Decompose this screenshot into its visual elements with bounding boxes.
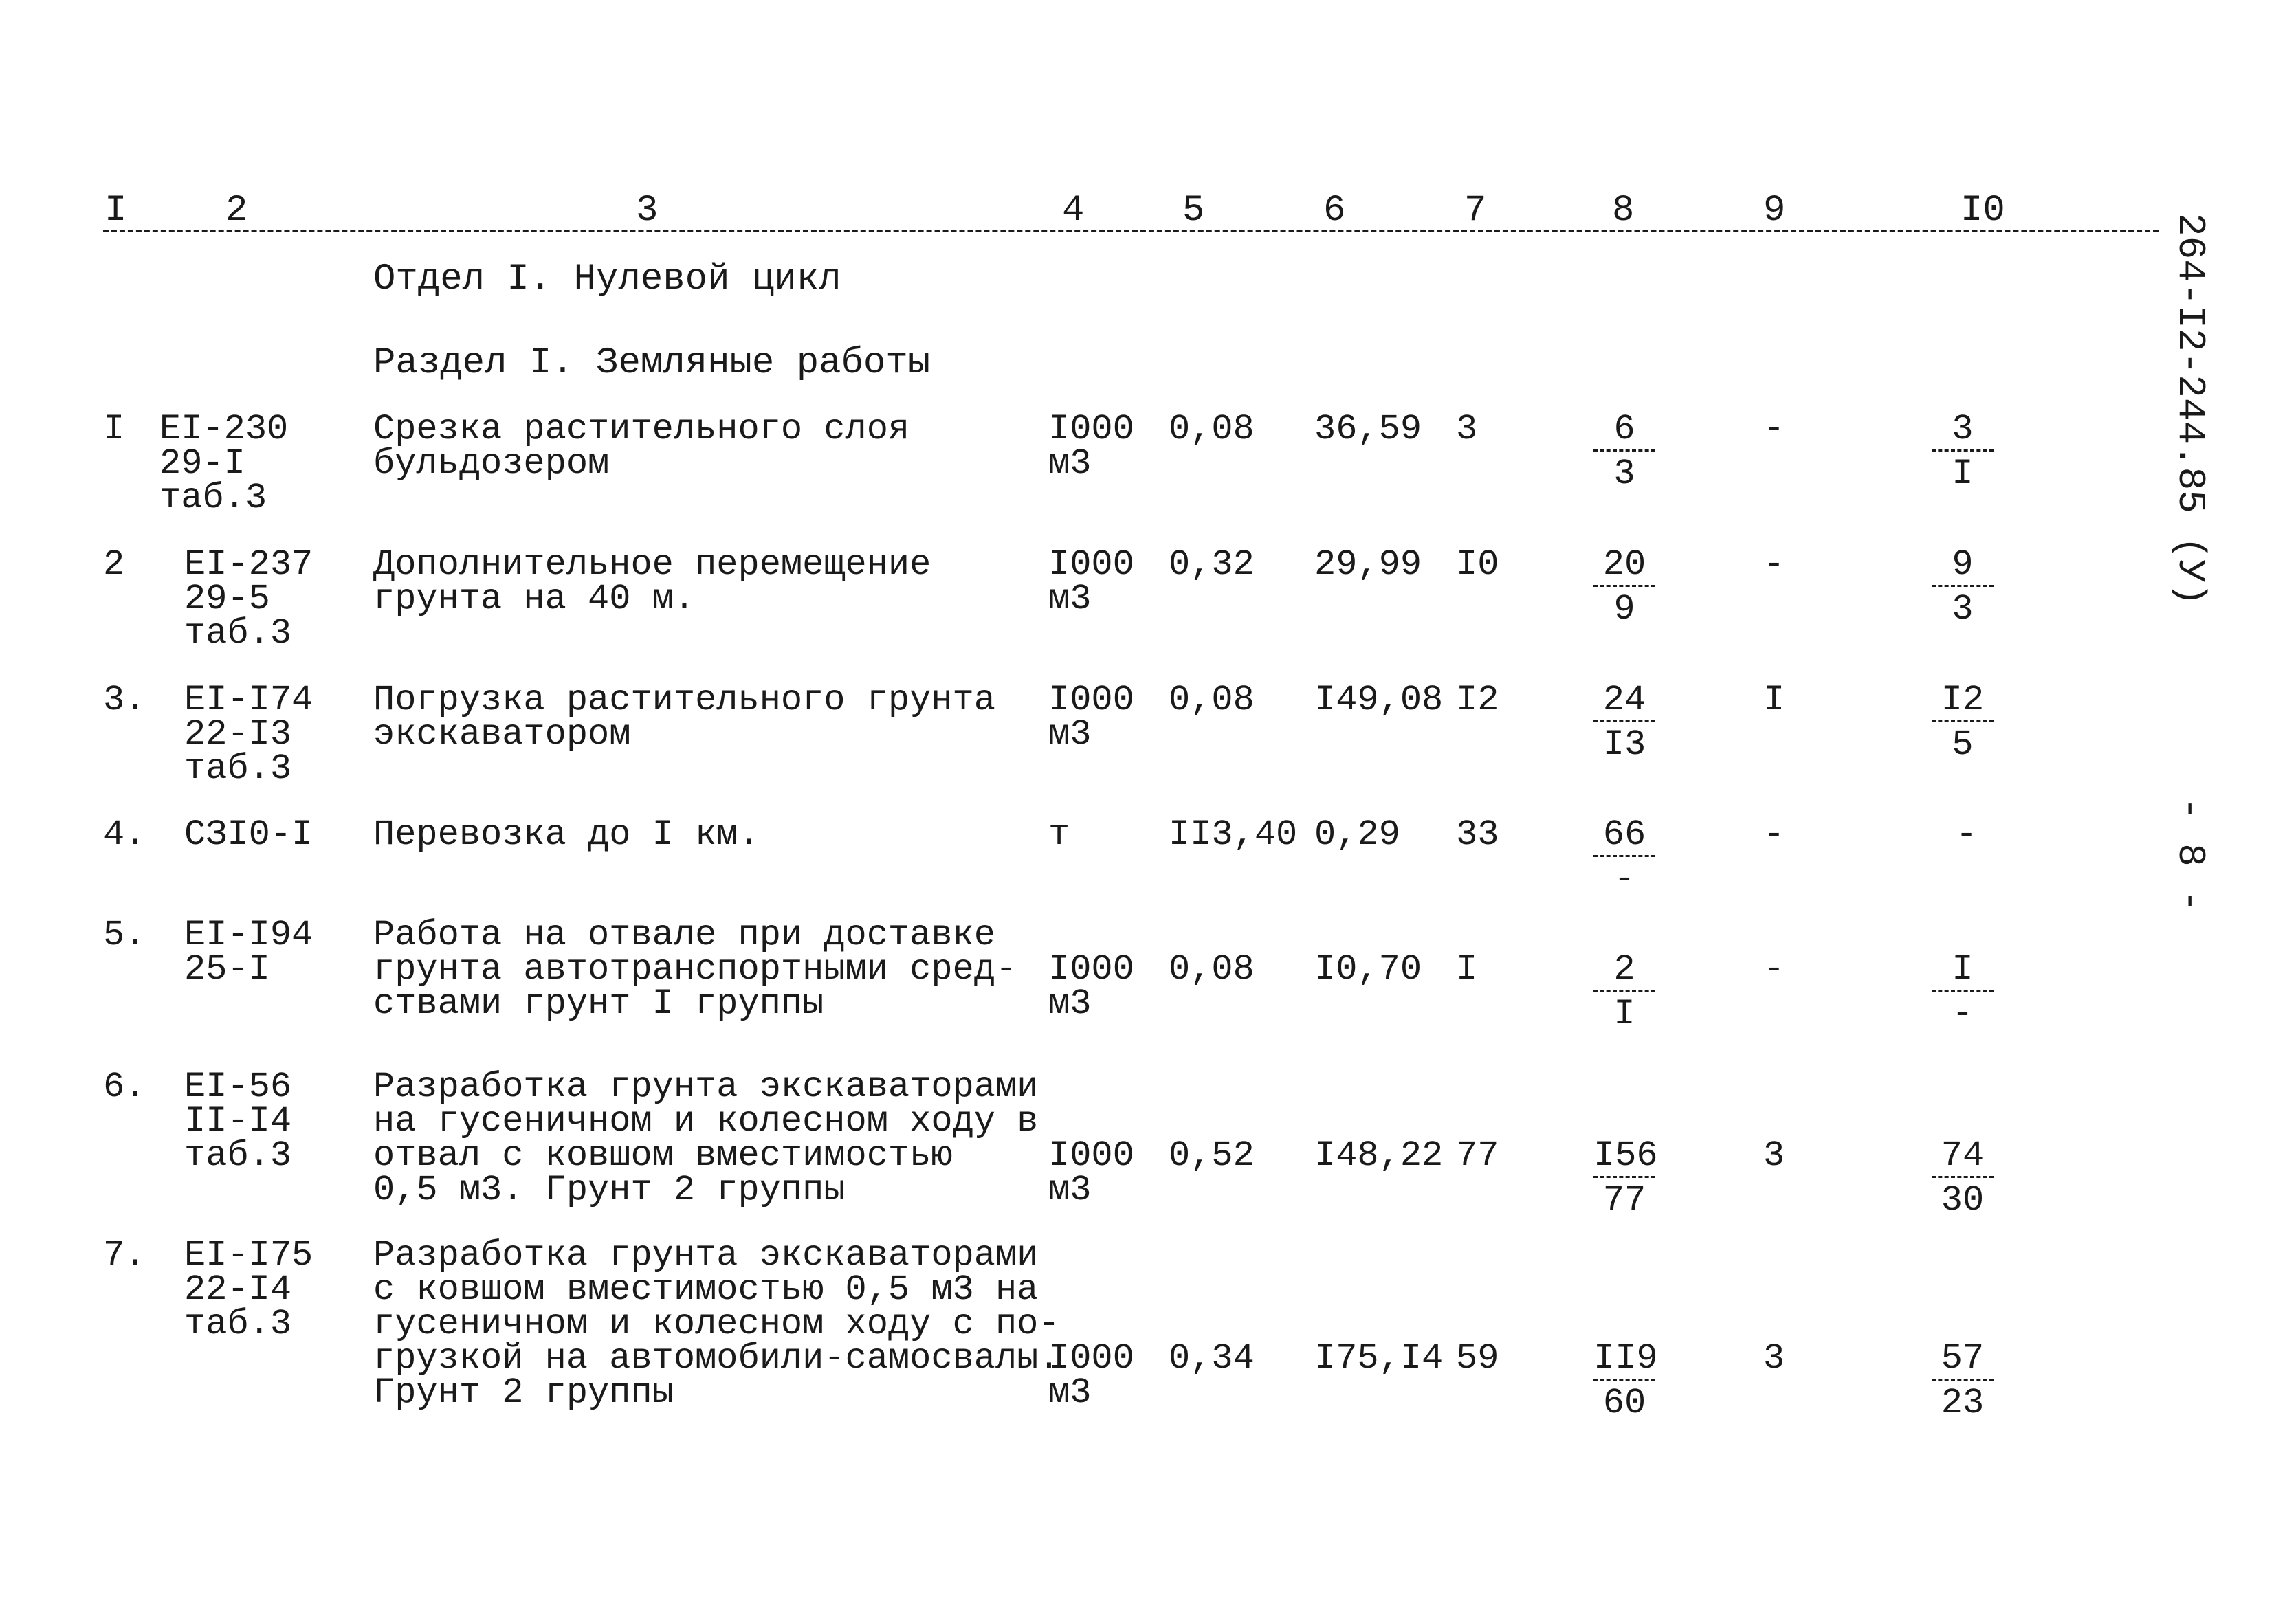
work-description: грунта на 40 м. [373, 579, 696, 619]
work-description: ствами грунт I группы [373, 983, 824, 1024]
rate: I75,I4 [1314, 1338, 1444, 1379]
col-7-value: 3 [1456, 409, 1478, 449]
col-7-value: 59 [1456, 1338, 1499, 1379]
norm-code: EI-237 [184, 544, 313, 585]
rate: 0,29 [1314, 814, 1400, 855]
rate: I49,08 [1314, 680, 1444, 720]
col-8-fraction-denominator: I3 [1602, 724, 1646, 765]
quantity: 0,08 [1169, 409, 1255, 449]
norm-code: таб.3 [159, 478, 267, 518]
work-description: с ковшом вместимостью 0,5 м3 на [373, 1269, 1039, 1310]
row-number: 2 [103, 544, 125, 585]
unit: I000 [1048, 1135, 1134, 1176]
col-8-fraction-numerator: 20 [1593, 548, 1655, 587]
rate: 29,99 [1314, 544, 1422, 585]
col-8-fraction-denominator: I [1613, 994, 1635, 1034]
col-8-fraction-numerator: 24 [1593, 683, 1655, 722]
col-10-fraction-denominator: I [1952, 454, 1974, 494]
col-10-fraction [1932, 544, 1994, 630]
work-description: отвал с ковшом вместимостью [373, 1135, 953, 1176]
column-header-2: 2 [225, 190, 248, 232]
unit: м3 [1048, 443, 1092, 484]
rate: 36,59 [1314, 409, 1422, 449]
col-10-fraction [1932, 680, 1994, 765]
work-description: Разработка грунта экскаваторами [373, 1067, 1039, 1107]
col-10-fraction-numerator: I2 [1932, 683, 1994, 722]
norm-code: EI-230 [159, 409, 289, 449]
column-header-8: 8 [1612, 190, 1635, 232]
col-10-fraction [1932, 1135, 1994, 1221]
quantity: 0,32 [1169, 544, 1255, 585]
col-10-fraction-numerator: I [1932, 953, 1994, 992]
work-description: Перевозка до I км. [373, 814, 760, 855]
col-8-fraction-denominator: 60 [1602, 1383, 1646, 1423]
col-8-fraction-denominator: 3 [1613, 454, 1635, 494]
unit: м3 [1048, 1170, 1092, 1210]
unit: I000 [1048, 409, 1134, 449]
col-8-fraction [1593, 1135, 1658, 1221]
row-number: 6. [103, 1067, 146, 1107]
work-description: грунта автотранспортными сред- [373, 949, 1017, 990]
col-10-fraction-denominator: 30 [1941, 1180, 1985, 1221]
col-9-value: - [1763, 409, 1785, 449]
col-7-value: I [1456, 949, 1478, 990]
column-header-9: 9 [1763, 190, 1786, 232]
norm-code: таб.3 [184, 748, 292, 789]
col-9-value: - [1763, 544, 1785, 585]
work-description: бульдозером [373, 443, 610, 484]
norm-code: 29-I [159, 443, 245, 484]
col-8-fraction [1593, 409, 1655, 494]
unit: I000 [1048, 544, 1134, 585]
col-9-value: 3 [1763, 1135, 1785, 1176]
col-7-value: I2 [1456, 680, 1499, 720]
col-9-value: - [1763, 949, 1785, 990]
work-description: грузкой на автомобили-самосвалы. [373, 1338, 1060, 1379]
column-header-10: I0 [1961, 190, 2005, 232]
norm-code: EI-I74 [184, 680, 313, 720]
col-8-fraction-numerator: 66 [1593, 818, 1655, 857]
column-header-6: 6 [1323, 190, 1346, 232]
col-8-fraction-denominator: 9 [1613, 589, 1635, 630]
col-10-fraction [1932, 409, 1994, 494]
work-description: гусеничном и колесном ходу с по- [373, 1304, 1060, 1344]
norm-code: II-I4 [184, 1101, 292, 1142]
column-header-4: 4 [1062, 190, 1085, 232]
rate: I0,70 [1314, 949, 1422, 990]
row-number: 4. [103, 814, 146, 855]
division-heading: Отдел I. Нулевой цикл [373, 258, 841, 300]
quantity: 0,08 [1169, 949, 1255, 990]
col-8-fraction [1593, 680, 1655, 765]
row-number: I [103, 409, 125, 449]
col-8-fraction [1593, 949, 1655, 1034]
col-10-fraction [1932, 1338, 1994, 1423]
quantity: 0,08 [1169, 680, 1255, 720]
quantity: 0,52 [1169, 1135, 1255, 1176]
unit: I000 [1048, 949, 1134, 990]
col-8-fraction-numerator: 6 [1593, 412, 1655, 452]
column-header-7: 7 [1464, 190, 1487, 232]
work-description: Работа на отвале при доставке [373, 915, 995, 955]
quantity: II3,40 [1169, 814, 1298, 855]
norm-code: СЗI0-I [184, 814, 313, 855]
rate: I48,22 [1314, 1135, 1444, 1176]
unit: м3 [1048, 714, 1092, 755]
column-header-5: 5 [1182, 190, 1205, 232]
row-number: 7. [103, 1235, 146, 1276]
col-8-fraction [1593, 544, 1655, 630]
header-rule [103, 230, 2159, 232]
col-10-fraction: - [1956, 814, 1978, 855]
col-10-fraction-denominator: - [1952, 994, 1974, 1034]
norm-code: EI-I75 [184, 1235, 313, 1276]
unit: м3 [1048, 983, 1092, 1024]
work-description: Грунт 2 группы [373, 1372, 674, 1413]
col-8-fraction-denominator: - [1613, 859, 1635, 900]
row-number: 3. [103, 680, 146, 720]
norm-code: 22-I4 [184, 1269, 292, 1310]
column-header-1: I [104, 190, 127, 232]
col-7-value: 77 [1456, 1135, 1499, 1176]
col-10-fraction-denominator: 5 [1952, 724, 1974, 765]
col-7-value: 33 [1456, 814, 1499, 855]
col-8-fraction [1593, 1338, 1658, 1423]
work-description: Разработка грунта экскаваторами [373, 1235, 1039, 1276]
work-description: 0,5 м3. Грунт 2 группы [373, 1170, 846, 1210]
col-8-fraction-numerator: I56 [1593, 1139, 1655, 1178]
col-8-fraction-numerator: 2 [1593, 953, 1655, 992]
col-10-fraction-denominator: 3 [1952, 589, 1974, 630]
work-description: экскаватором [373, 714, 631, 755]
work-description: на гусеничном и колесном ходу в [373, 1101, 1039, 1142]
work-description: Дополнительное перемещение [373, 544, 931, 585]
norm-code: 22-I3 [184, 714, 292, 755]
unit: I000 [1048, 680, 1134, 720]
col-10-fraction-numerator: 74 [1932, 1139, 1994, 1178]
col-8-fraction-denominator: 77 [1602, 1180, 1646, 1221]
work-description: Погрузка растительного грунта [373, 680, 995, 720]
section-heading: Раздел I. Земляные работы [373, 342, 931, 384]
col-10-fraction-numerator: 57 [1932, 1342, 1994, 1381]
col-9-value: I [1763, 680, 1785, 720]
col-10-fraction-numerator: 9 [1932, 548, 1994, 587]
row-number: 5. [103, 915, 146, 955]
norm-code: EI-56 [184, 1067, 292, 1107]
col-10-fraction-numerator: 3 [1932, 412, 1994, 452]
document-code: 264-I2-244.85 (У) [2168, 213, 2212, 606]
quantity: 0,34 [1169, 1338, 1255, 1379]
col-8-fraction [1593, 814, 1655, 900]
unit: I000 [1048, 1338, 1134, 1379]
col-10-fraction [1932, 949, 1994, 1034]
norm-code: таб.3 [184, 1304, 292, 1344]
column-header-3: 3 [636, 190, 659, 232]
norm-code: таб.3 [184, 1135, 292, 1176]
col-9-value: - [1763, 814, 1785, 855]
norm-code: 29-5 [184, 579, 270, 619]
col-7-value: I0 [1456, 544, 1499, 585]
norm-code: таб.3 [184, 613, 292, 654]
col-10-fraction-denominator: 23 [1941, 1383, 1985, 1423]
col-8-fraction-numerator: II9 [1593, 1342, 1655, 1381]
unit: м3 [1048, 579, 1092, 619]
work-description: Срезка растительного слоя [373, 409, 910, 449]
unit: м3 [1048, 1372, 1092, 1413]
unit: т [1048, 814, 1070, 855]
col-9-value: 3 [1763, 1338, 1785, 1379]
page-number: - 8 - [2168, 797, 2212, 913]
norm-code: 25-I [184, 949, 270, 990]
norm-code: EI-I94 [184, 915, 313, 955]
